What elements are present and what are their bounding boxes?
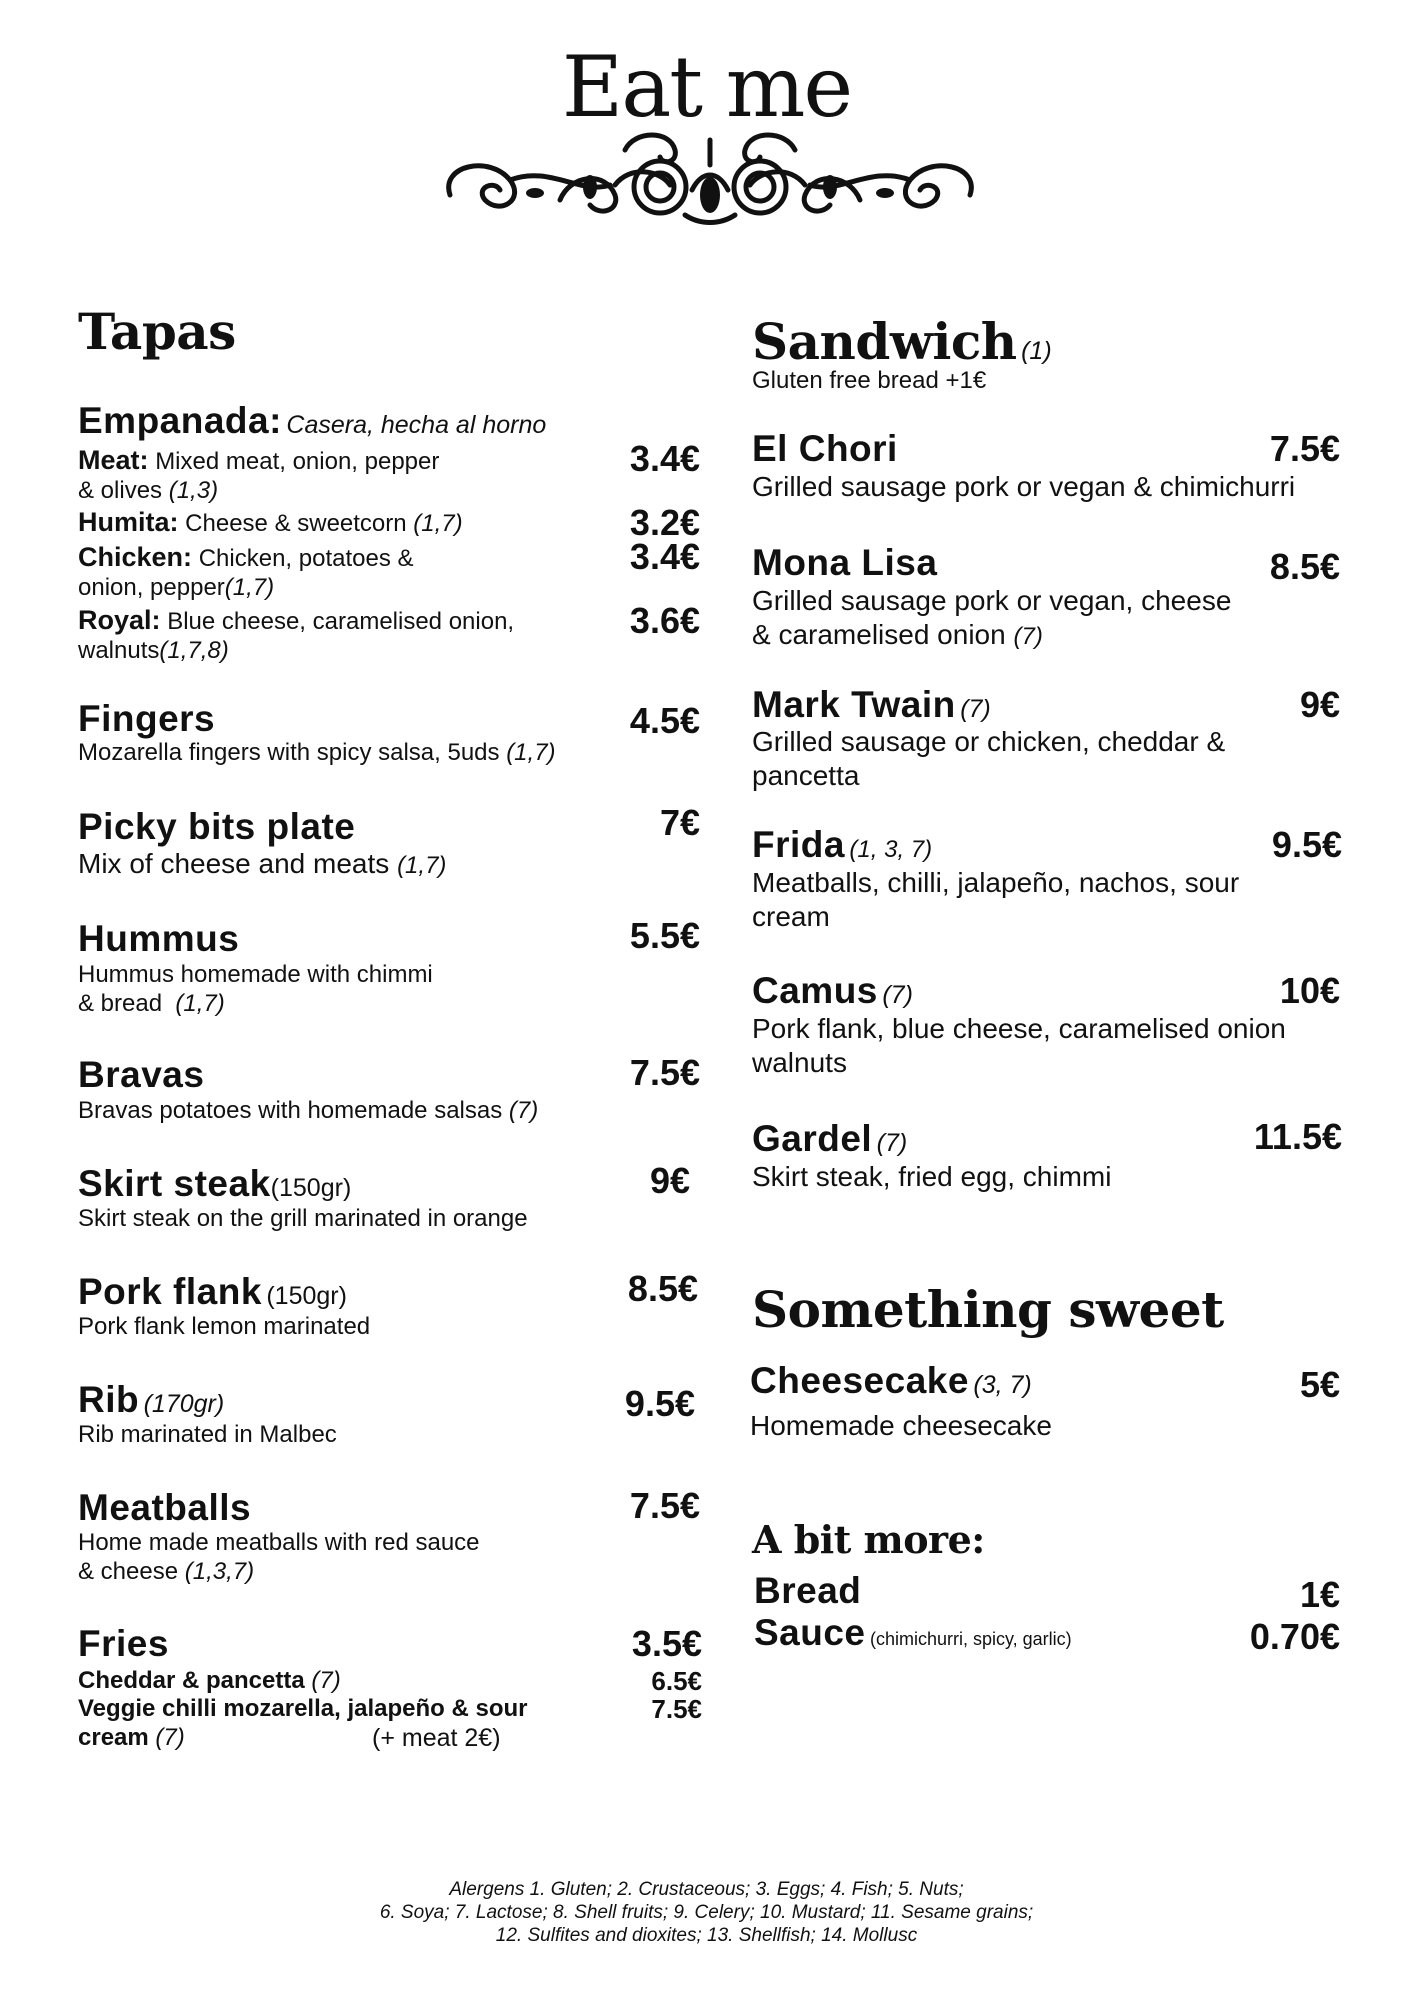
item-description: Skirt steak on the grill marinated in orange xyxy=(78,1205,528,1232)
item-price: 6.5€ xyxy=(651,1666,702,1696)
item-price: 11.5€ xyxy=(1253,1116,1342,1157)
item-price: 3.2€ xyxy=(629,502,700,543)
sandwich-note: Gluten free bread +1€ xyxy=(752,367,987,394)
item-price: 7.5€ xyxy=(629,1485,700,1526)
item-description: Home made meatballs with red sauce & cheese (1,3,7) xyxy=(78,1529,480,1585)
item-name: Meatballs xyxy=(78,1487,252,1528)
section-heading-sandwich: Sandwich (1) xyxy=(752,312,1052,371)
item-name: Camus (7) xyxy=(752,970,913,1011)
fries-meat-extra: (+ meat 2€) xyxy=(372,1724,501,1752)
item-name: Mona Lisa xyxy=(752,542,938,583)
empanada-variant-royal: Royal: Blue cheese, caramelised onion, walnuts(1,7,8) xyxy=(78,605,515,664)
item-description: Hummus homemade with chimmi & bread (1,7) xyxy=(78,961,433,1017)
item-name: Fries xyxy=(78,1623,169,1664)
item-name: Bravas xyxy=(78,1054,205,1095)
section-heading-tapas: Tapas xyxy=(78,302,236,361)
item-note: Casera, hecha al horno xyxy=(286,411,547,439)
empanada-variant-chicken: Chicken: Chicken, potatoes & onion, pepper(1,7) xyxy=(78,542,414,601)
item-name: Cheesecake (3, 7) xyxy=(750,1360,1032,1401)
item-price: 5.5€ xyxy=(629,915,700,956)
fries-option-cheddar: Cheddar & pancetta (7) xyxy=(78,1667,341,1694)
item-price: 9.5€ xyxy=(1271,824,1342,865)
item-description: Mozarella fingers with spicy salsa, 5uds (1,7) xyxy=(78,739,556,766)
item-price: 3.4€ xyxy=(629,438,700,479)
item-description: Grilled sausage pork or vegan & chimichurri xyxy=(752,471,1296,502)
item-name: Pork flank (150gr) xyxy=(78,1271,347,1312)
item-price: 4.5€ xyxy=(629,700,700,741)
empanada-variant-meat: Meat: Mixed meat, onion, pepper & olives (1,3) xyxy=(78,445,440,504)
item-name: Skirt steak(150gr) xyxy=(78,1163,352,1204)
item-name: Empanada: xyxy=(78,400,282,441)
item-description: Bravas potatoes with homemade salsas (7) xyxy=(78,1097,539,1124)
item-name: Gardel (7) xyxy=(752,1118,908,1159)
item-price: 3.6€ xyxy=(629,600,700,641)
item-name: Rib (170gr) xyxy=(78,1379,225,1420)
allergen-legend: Alergens 1. Gluten; 2. Crustaceous; 3. Eggs; 4. Fish; 5. Nuts; 6. Soya; 7. Lactose; 8. Shell fruits; 9. Celery; 10. Mustard; 11. Sesame grains; 12. Sulfites and dioxites; 13. Shellfish; 14. Mollusc xyxy=(379,1879,1034,1946)
section-heading-more: A bit more: xyxy=(752,1517,985,1562)
item-price: 8.5€ xyxy=(627,1268,698,1309)
item-price: 7.5€ xyxy=(651,1694,702,1724)
item-description: Homemade cheesecake xyxy=(750,1410,1052,1441)
fries-option-veggie: Veggie chilli mozarella, jalapeño & sour cream (7) xyxy=(78,1695,528,1751)
item-price: 3.4€ xyxy=(629,536,700,577)
item-price: 0.70€ xyxy=(1249,1616,1340,1657)
menu-title: Eat me xyxy=(561,38,852,136)
item-price: 3.5€ xyxy=(631,1623,702,1664)
item-name: Bread xyxy=(754,1570,862,1611)
item-name: Hummus xyxy=(78,918,240,959)
item-price: 9.5€ xyxy=(624,1383,695,1424)
item-price: 7.5€ xyxy=(629,1052,700,1093)
item-price: 7€ xyxy=(659,802,700,843)
item-description: Pork flank lemon marinated xyxy=(78,1313,371,1340)
empanada-variant-humita: Humita: Cheese & sweetcorn (1,7) xyxy=(78,507,463,537)
item-price: 9€ xyxy=(649,1160,690,1201)
flourish-ornament-icon xyxy=(430,125,990,235)
item-price: 7.5€ xyxy=(1269,428,1340,469)
item-name: Fingers xyxy=(78,698,216,739)
item-price: 9€ xyxy=(1299,684,1340,725)
item-price: 8.5€ xyxy=(1269,546,1340,587)
item-price: 5€ xyxy=(1299,1364,1340,1405)
item-name: Sauce (chimichurri, spicy, garlic) xyxy=(754,1612,1072,1653)
section-heading-sweet: Something sweet xyxy=(752,1280,1224,1339)
item-description: Grilled sausage or chicken, cheddar & pancetta xyxy=(752,726,1226,791)
item-description: Pork flank, blue cheese, caramelised onion walnuts xyxy=(752,1013,1286,1078)
empanada-heading xyxy=(78,400,546,442)
item-name: El Chori xyxy=(752,428,898,469)
item-name: Mark Twain (7) xyxy=(752,684,991,725)
item-price: 1€ xyxy=(1299,1574,1340,1615)
item-description: Rib marinated in Malbec xyxy=(78,1421,337,1448)
item-price: 10€ xyxy=(1279,970,1340,1011)
item-description: Meatballs, chilli, jalapeño, nachos, sour cream xyxy=(752,867,1240,932)
item-name: Frida (1, 3, 7) xyxy=(752,824,933,865)
item-description: Skirt steak, fried egg, chimmi xyxy=(752,1161,1112,1192)
item-description: Mix of cheese and meats (1,7) xyxy=(78,848,447,879)
item-description: Grilled sausage pork or vegan, cheese & caramelised onion (7) xyxy=(752,585,1232,650)
item-name: Picky bits plate xyxy=(78,806,356,847)
